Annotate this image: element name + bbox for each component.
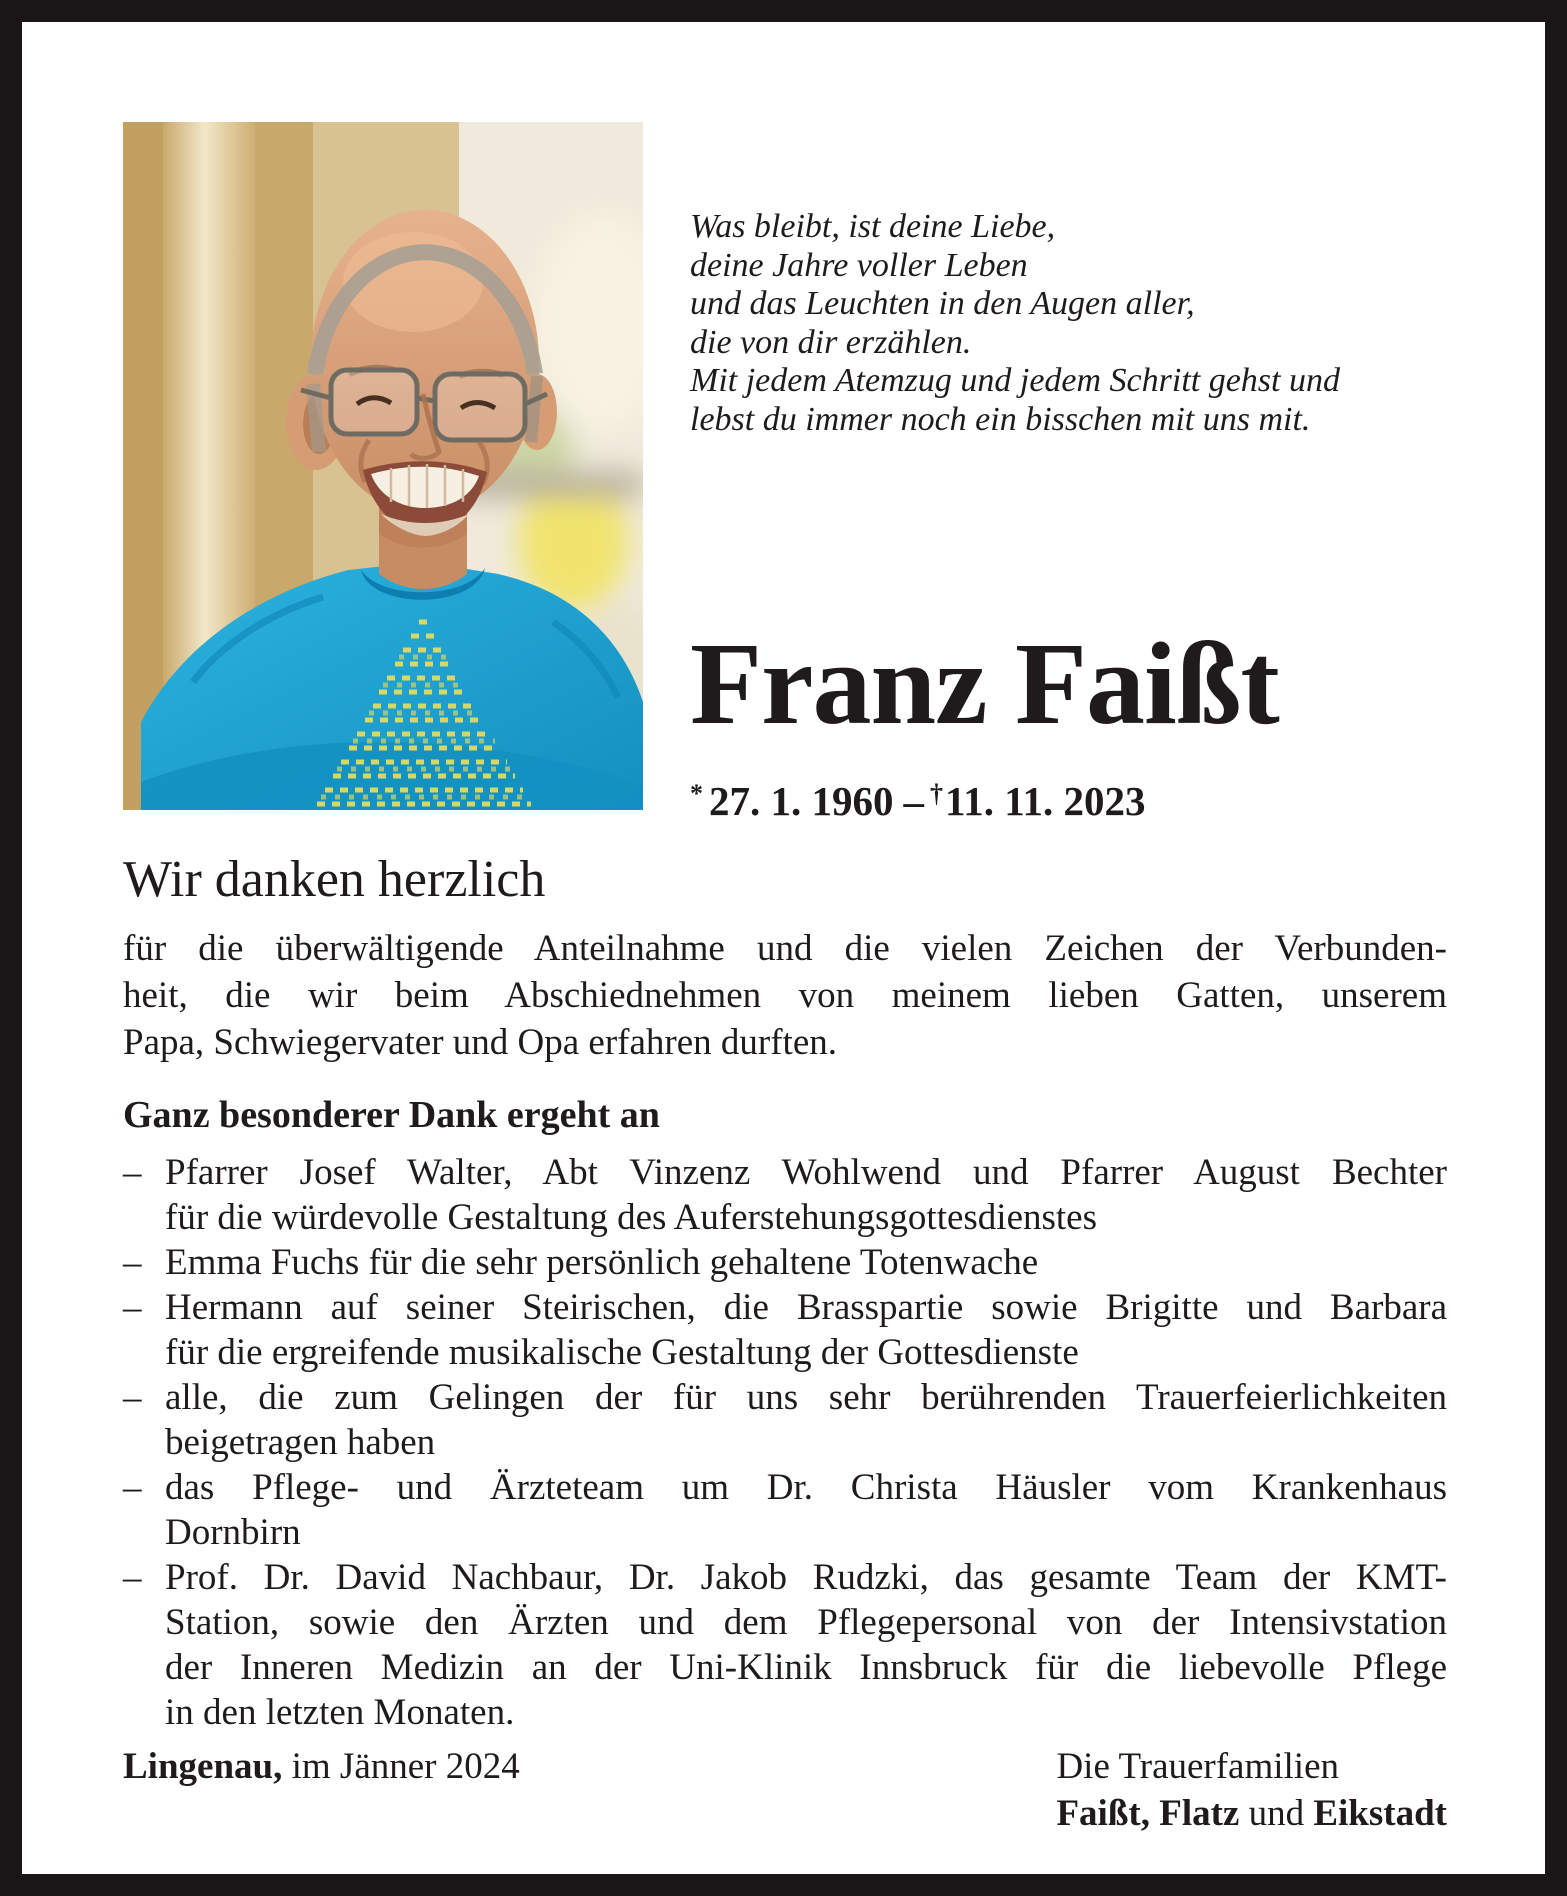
place-and-date <box>123 1743 520 1837</box>
thanks-item-line: Emma Fuchs für die sehr persönlich gehaltene Totenwache <box>165 1242 1039 1283</box>
thanks-item-line: Hermann auf seiner Steirischen, die Brasspartie sowie Brigitte und Barbara <box>165 1287 1447 1328</box>
paragraph-line: heit, die wir beim Abschiednehmen von meinem lieben Gatten, unserem <box>123 975 1447 1016</box>
thanks-list-item <box>123 1465 1447 1555</box>
poem-line: lebst du immer noch ein bisschen mit uns mit. <box>690 400 1311 438</box>
thanks-item-line: für die würdevolle Gestaltung des Auferstehungsgottesdienstes <box>165 1197 1097 1238</box>
poem-line: Mit jedem Atemzug und jedem Schritt gehst und <box>690 362 1340 399</box>
paragraph-line: Papa, Schwiegervater und Opa erfahren durften. <box>123 1022 838 1063</box>
families-label: Die Trauerfamilien <box>1056 1746 1340 1787</box>
death-cross-symbol: † <box>930 779 943 808</box>
thanks-list-item <box>123 1285 1447 1375</box>
dash-bullet: – <box>123 1287 142 1328</box>
thanks-item-line: alle, die zum Gelingen der für uns sehr berührenden Trauerfeierlichkeiten <box>165 1377 1447 1418</box>
special-thanks-heading: Ganz besonderer Dank ergeht an <box>123 1094 660 1136</box>
dash-bullet: – <box>123 1152 142 1193</box>
thanks-list-item <box>123 1150 1447 1240</box>
thanks-list-item <box>123 1375 1447 1465</box>
thanks-list <box>123 1150 1447 1735</box>
family-names-conjunction: und <box>1239 1793 1314 1834</box>
thanks-item-line: das Pflege- und Ärzteteam um Dr. Christa Häusler vom Krankenhaus <box>165 1467 1447 1508</box>
thanks-item-line: Dornbirn <box>165 1512 301 1553</box>
deceased-name: Franz Faißt <box>690 618 1279 749</box>
poem-line: Was bleibt, ist deine Liebe, <box>690 208 1056 245</box>
birth-star-symbol: * <box>690 779 703 808</box>
dash-bullet: – <box>123 1377 142 1418</box>
thanks-item-line: Prof. Dr. David Nachbaur, Dr. Jakob Rudzki, das gesamte Team der KMT- <box>165 1557 1447 1598</box>
dash-bullet: – <box>123 1242 142 1283</box>
thanks-item-line: in den letzten Monaten. <box>165 1692 515 1733</box>
family-names <box>1056 1790 1447 1837</box>
place-name: Lingenau, <box>123 1746 283 1787</box>
top-section <box>123 122 1447 825</box>
header-text-column <box>690 122 1447 825</box>
memorial-poem <box>690 208 1447 439</box>
thanks-item-line: für die ergreifende musikalische Gestaltung der Gottesdienste <box>165 1332 1079 1373</box>
thanks-paragraph <box>123 925 1447 1066</box>
paragraph-line: für die überwältigende Anteilnahme und die vielen Zeichen der Verbunden- <box>123 928 1447 969</box>
poem-line: und das Leuchten in den Augen aller, <box>690 285 1195 322</box>
dates-separator: – <box>903 778 924 824</box>
life-dates <box>690 777 1447 825</box>
thanks-item-line: beigetragen haben <box>165 1422 436 1463</box>
family-names-bold-2: Eikstadt <box>1313 1793 1447 1834</box>
portrait-photo-illustration <box>123 122 643 810</box>
thanks-heading: Wir danken herzlich <box>123 851 546 908</box>
thanks-item-line: Station, sowie den Ärzten und dem Pflegepersonal von der Intensivstation <box>165 1602 1447 1643</box>
thanks-list-item <box>123 1555 1447 1735</box>
death-date: 11. 11. 2023 <box>945 778 1146 824</box>
footer <box>123 1743 1447 1837</box>
portrait-photo <box>123 122 643 810</box>
thanks-item-line: der Inneren Medizin an der Uni-Klinik Innsbruck für die liebevolle Pflege <box>165 1647 1447 1688</box>
poem-line: die von dir erzählen. <box>690 323 972 361</box>
date-text: im Jänner 2024 <box>282 1746 520 1787</box>
thanks-list-item <box>123 1240 1447 1285</box>
mourning-families <box>1056 1743 1447 1837</box>
birth-date: 27. 1. 1960 <box>709 778 894 824</box>
obituary-content <box>123 122 1447 1837</box>
poem-line: deine Jahre voller Leben <box>690 246 1028 284</box>
dash-bullet: – <box>123 1557 142 1598</box>
dash-bullet: – <box>123 1467 142 1508</box>
thanks-item-line: Pfarrer Josef Walter, Abt Vinzenz Wohlwend und Pfarrer August Bechter <box>165 1152 1447 1193</box>
family-names-bold-1: Faißt, Flatz <box>1056 1793 1240 1834</box>
